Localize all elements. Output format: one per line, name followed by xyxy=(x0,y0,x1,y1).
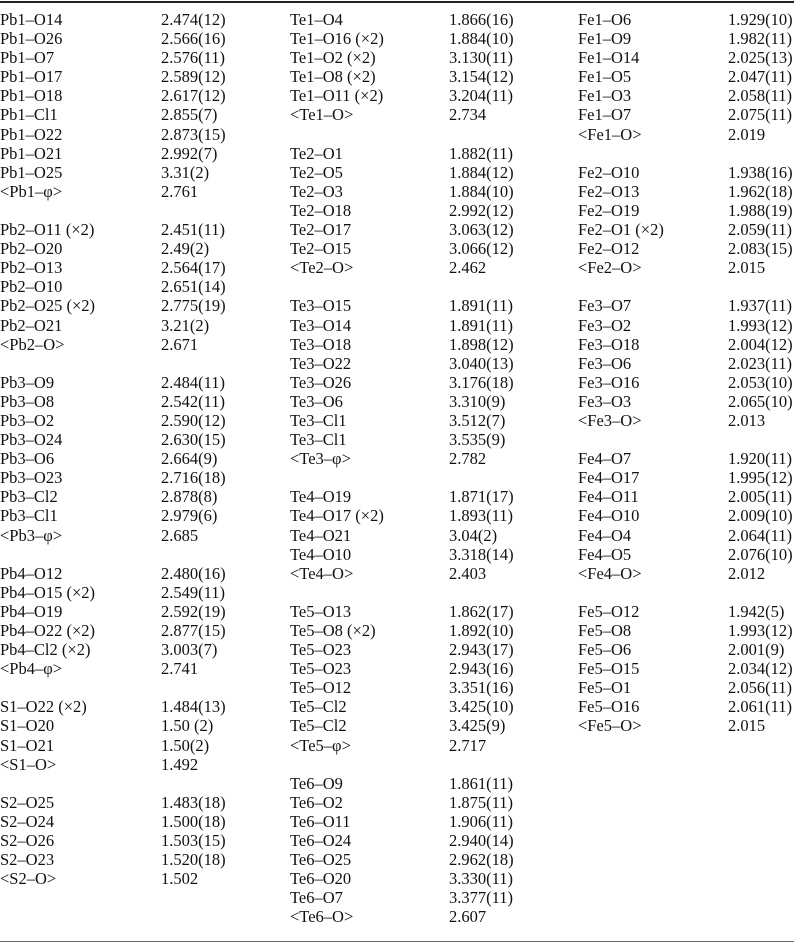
bond-distance: 1.875(11) xyxy=(449,792,514,812)
bond-distance: 3.310(9) xyxy=(449,391,506,411)
bond-distance: 2.542(11) xyxy=(161,391,226,411)
bond-label: Te2–O15 xyxy=(290,239,352,259)
bond-distance: 2.943(16) xyxy=(449,659,514,679)
bond-label: <S2–O> xyxy=(0,869,57,889)
bond-distance: 1.920(11) xyxy=(728,449,793,469)
bond-label: Fe1–O3 xyxy=(578,86,632,106)
bond-distance: 2.741 xyxy=(161,659,199,679)
bond-distance: 1.50 (2) xyxy=(161,716,214,736)
bond-distance: 3.535(9) xyxy=(449,430,506,450)
bond-label: Fe1–O6 xyxy=(578,10,632,29)
bond-distance: 1.884(10) xyxy=(449,181,514,201)
bond-label: Pb1–O25 xyxy=(0,162,63,182)
bond-distance: 2.589(12) xyxy=(161,67,226,87)
bond-distance: 2.047(11) xyxy=(728,67,793,87)
bond-distance: 2.053(10) xyxy=(728,372,793,392)
bond-label: Pb3–O24 xyxy=(0,430,63,450)
bond-distance: 2.065(10) xyxy=(728,391,793,411)
bond-distance: 2.059(11) xyxy=(728,220,793,240)
bond-label: <Pb2–O> xyxy=(0,334,65,354)
bond-label: Pb3–O9 xyxy=(0,372,55,392)
bond-distance: 1.503(15) xyxy=(161,831,226,851)
bond-label: Te6–O24 xyxy=(290,831,352,851)
bond-label: Te5–O23 xyxy=(290,640,352,660)
bond-distance: 2.576(11) xyxy=(161,48,226,68)
bond-distance: 2.940(14) xyxy=(449,831,514,851)
bond-distance: 3.425(9) xyxy=(449,716,506,736)
bond-distance: 2.012 xyxy=(728,563,766,583)
bond-distance: 3.204(11) xyxy=(449,86,514,106)
bond-label: Te1–O4 xyxy=(290,10,343,29)
bond-label: Pb2–O25 (×2) xyxy=(0,296,96,316)
bond-label: S2–O26 xyxy=(0,831,55,851)
bond-distance: 2.083(15) xyxy=(728,239,793,259)
bond-label: <Te2–O> xyxy=(290,258,354,278)
bond-distance: 2.979(6) xyxy=(161,506,218,526)
bond-label: Te5–O23 xyxy=(290,659,352,679)
bond-label: Fe1–O7 xyxy=(578,105,632,125)
bond-label: <Pb3–φ> xyxy=(0,525,63,545)
bond-distance: 1.938(16) xyxy=(728,162,793,182)
bond-label: <Te6–O> xyxy=(290,907,354,927)
bond-distance: 1.50(2) xyxy=(161,735,210,755)
bond-label: S1–O21 xyxy=(0,735,55,755)
bond-label: Te2–O3 xyxy=(290,181,343,201)
bond-distance: 2.056(11) xyxy=(728,678,793,698)
bond-distance: 3.351(16) xyxy=(449,678,514,698)
bond-distance: 3.377(11) xyxy=(449,888,514,908)
bond-distance: 2.630(15) xyxy=(161,430,226,450)
bond-label: Fe1–O14 xyxy=(578,48,640,68)
bond-label: <Fe2–O> xyxy=(578,258,642,278)
bond-label: Te3–O18 xyxy=(290,334,352,354)
bond-distance: 2.034(12) xyxy=(728,659,793,679)
bond-distance: 2.025(13) xyxy=(728,48,793,68)
bond-label: Fe3–O3 xyxy=(578,391,632,411)
table-bottom-rule xyxy=(0,941,794,942)
bond-label: Fe2–O12 xyxy=(578,239,640,259)
bond-label: Fe2–O10 xyxy=(578,162,640,182)
bond-distance: 2.451(11) xyxy=(161,220,226,240)
bond-distance: 1.884(10) xyxy=(449,29,514,49)
bond-label: Pb1–O18 xyxy=(0,86,63,106)
bond-label: <Fe4–O> xyxy=(578,563,642,583)
bond-distance: 2.004(12) xyxy=(728,334,793,354)
bond-distance: 2.717 xyxy=(449,735,487,755)
bond-distance: 1.929(10) xyxy=(728,10,793,29)
bond-label: Fe5–O8 xyxy=(578,621,632,640)
bond-label: Fe3–O18 xyxy=(578,334,640,354)
bond-distance: 1.483(18) xyxy=(161,792,226,812)
bond-label: Te2–O1 xyxy=(290,143,343,163)
bond-label: Fe1–O5 xyxy=(578,67,632,87)
bond-distance: 2.075(11) xyxy=(728,105,793,125)
bond-label: Te1–O8 (×2) xyxy=(290,67,376,87)
bond-distance: 2.992(12) xyxy=(449,200,514,220)
bond-label: <Te4–O> xyxy=(290,563,354,583)
bond-label: Te4–O10 xyxy=(290,544,352,564)
bond-label: <Pb1–φ> xyxy=(0,181,63,201)
bond-label: Te2–O17 xyxy=(290,220,352,240)
bond-distance: 1.962(18) xyxy=(728,181,793,201)
bond-distance: 3.425(10) xyxy=(449,697,514,717)
bond-label: Pb3–O6 xyxy=(0,449,55,469)
bond-distance: 2.474(12) xyxy=(161,10,226,29)
bond-label: Fe4–O7 xyxy=(578,449,632,469)
bond-distance: 2.685 xyxy=(161,525,199,545)
bond-distance: 2.943(17) xyxy=(449,640,514,660)
bond-label: Pb2–O21 xyxy=(0,315,63,335)
bond-label: Pb4–Cl2 (×2) xyxy=(0,640,91,660)
bond-distance: 1.982(11) xyxy=(728,29,793,49)
bond-distance: 3.21(2) xyxy=(161,315,210,335)
bond-label: Te6–O2 xyxy=(290,792,343,812)
bond-distance: 1.862(17) xyxy=(449,601,514,621)
bond-label: Te5–Cl2 xyxy=(290,716,347,736)
bond-distance: 2.009(10) xyxy=(728,506,793,526)
bond-distance: 2.878(8) xyxy=(161,487,218,507)
bond-distance: 1.861(11) xyxy=(449,773,514,793)
bond-label: Te5–O8 (×2) xyxy=(290,621,376,640)
bond-distance: 2.651(14) xyxy=(161,277,226,297)
bond-label: Te2–O18 xyxy=(290,200,352,220)
bond-label: Pb3–O2 xyxy=(0,410,55,430)
bond-label: Te3–O26 xyxy=(290,372,352,392)
bond-distance: 1.942(5) xyxy=(728,601,785,621)
bond-label: Fe3–O6 xyxy=(578,353,632,373)
bond-distance: 2.877(15) xyxy=(161,621,226,640)
bond-label: Te3–O15 xyxy=(290,296,352,316)
bond-label: Fe4–O4 xyxy=(578,525,632,545)
bond-label: Fe4–O11 xyxy=(578,487,639,507)
bond-distance: 2.607 xyxy=(449,907,487,927)
bond-distance: 1.492 xyxy=(161,754,199,774)
bond-label: Fe5–O16 xyxy=(578,697,640,717)
bond-label: Fe5–O15 xyxy=(578,659,640,679)
bond-label: Te1–O2 (×2) xyxy=(290,48,376,68)
bond-distance: 1.891(11) xyxy=(449,296,514,316)
bond-label: Te5–Cl2 xyxy=(290,697,347,717)
bond-label: Fe2–O1 (×2) xyxy=(578,220,664,240)
bond-distance: 2.064(11) xyxy=(728,525,793,545)
bond-label: Fe2–O13 xyxy=(578,181,640,201)
bond-label: Pb4–O15 (×2) xyxy=(0,582,96,602)
bond-label: Te6–O7 xyxy=(290,888,343,908)
bond-distance: 1.866(16) xyxy=(449,10,514,29)
bond-distance: 1.484(13) xyxy=(161,697,226,717)
bond-label: Pb3–O8 xyxy=(0,391,55,411)
bond-distance: 2.058(11) xyxy=(728,86,793,106)
bond-label: Fe5–O6 xyxy=(578,640,632,660)
bond-label: Te3–O6 xyxy=(290,391,343,411)
bond-label: Pb1–O7 xyxy=(0,48,55,68)
bond-distance: 1.882(11) xyxy=(449,143,514,163)
bond-distance: 2.671 xyxy=(161,334,199,354)
bond-distance: 3.040(13) xyxy=(449,353,514,373)
bond-distance: 2.873(15) xyxy=(161,124,226,144)
bond-label: Pb4–O12 xyxy=(0,563,63,583)
bond-distance: 2.992(7) xyxy=(161,143,218,163)
bond-distance: 2.734 xyxy=(449,105,487,125)
bond-label: Te5–O13 xyxy=(290,601,352,621)
bond-distance: 2.782 xyxy=(449,449,487,469)
bond-distance: 1.993(12) xyxy=(728,621,793,640)
bond-label: <Fe1–O> xyxy=(578,124,642,144)
bond-label: Te6–O20 xyxy=(290,869,352,889)
bond-distance: 1.891(11) xyxy=(449,315,514,335)
bond-label: Fe4–O10 xyxy=(578,506,640,526)
bond-label: <Fe5–O> xyxy=(578,716,642,736)
bond-distance: 3.512(7) xyxy=(449,410,506,430)
bond-distance: 2.484(11) xyxy=(161,372,226,392)
bond-label: <Te5–φ> xyxy=(290,735,351,755)
bond-label: Fe1–O9 xyxy=(578,29,632,49)
bond-label: S2–O24 xyxy=(0,811,55,831)
bond-distance: 1.898(12) xyxy=(449,334,514,354)
bond-label: Fe3–O7 xyxy=(578,296,632,316)
bond-distance: 2.061(11) xyxy=(728,697,793,717)
bond-distance: 1.893(11) xyxy=(449,506,514,526)
bond-label: Te4–O21 xyxy=(290,525,352,545)
bond-label: S1–O22 (×2) xyxy=(0,697,87,717)
bond-label: Te3–O22 xyxy=(290,353,352,373)
bond-distance: 2.664(9) xyxy=(161,449,218,469)
bond-distance: 2.015 xyxy=(728,716,766,736)
bond-distance: 2.462 xyxy=(449,258,487,278)
bond-distance: 2.015 xyxy=(728,258,766,278)
bond-label: Pb3–O23 xyxy=(0,468,63,488)
bond-distance: 2.716(18) xyxy=(161,468,226,488)
bond-distance: 2.549(11) xyxy=(161,582,226,602)
bond-distance: 1.884(12) xyxy=(449,162,514,182)
bond-distance: 2.564(17) xyxy=(161,258,226,278)
bond-distance: 3.066(12) xyxy=(449,239,514,259)
bond-label: Pb4–O22 (×2) xyxy=(0,621,96,640)
bond-label: Te3–O14 xyxy=(290,315,352,335)
bond-label: Fe4–O5 xyxy=(578,544,632,564)
bond-label: Te3–Cl1 xyxy=(290,430,347,450)
bond-label: Te2–O5 xyxy=(290,162,343,182)
bond-distance: 2.023(11) xyxy=(728,353,793,373)
bond-distance: 3.176(18) xyxy=(449,372,514,392)
bond-distance: 1.937(11) xyxy=(728,296,793,316)
bond-distance: 2.962(18) xyxy=(449,850,514,870)
bond-distance: 2.001(9) xyxy=(728,640,785,660)
bond-label: Fe3–O2 xyxy=(578,315,632,335)
bond-label: Te6–O25 xyxy=(290,850,352,870)
bond-label: Pb2–O11 (×2) xyxy=(0,220,95,240)
bond-label: Te6–O9 xyxy=(290,773,343,793)
bond-distance: 2.480(16) xyxy=(161,563,226,583)
bond-label: <Fe3–O> xyxy=(578,410,642,430)
bond-distance: 2.403 xyxy=(449,563,487,583)
bond-label: Fe2–O19 xyxy=(578,200,640,220)
bond-label: Te4–O19 xyxy=(290,487,352,507)
bond-label: Fe3–O16 xyxy=(578,372,640,392)
bond-label: Pb4–O19 xyxy=(0,601,63,621)
bond-label: Te1–O11 (×2) xyxy=(290,86,384,106)
bond-distance: 1.995(12) xyxy=(728,468,793,488)
bond-distance: 1.892(10) xyxy=(449,621,514,640)
bond-distance: 2.761 xyxy=(161,181,199,201)
bond-label: Pb1–O14 xyxy=(0,10,63,29)
bond-label: Fe5–O12 xyxy=(578,601,640,621)
bond-distance: 2.775(19) xyxy=(161,296,226,316)
bond-label: Pb2–O13 xyxy=(0,258,63,278)
bond-distance: 1.520(18) xyxy=(161,850,226,870)
bond-distance: 2.49(2) xyxy=(161,239,210,259)
bond-distance: 2.590(12) xyxy=(161,410,226,430)
bond-distance: 1.993(12) xyxy=(728,315,793,335)
bond-label: Fe4–O17 xyxy=(578,468,640,488)
bond-distance: 3.04(2) xyxy=(449,525,498,545)
bond-label: S2–O25 xyxy=(0,792,55,812)
bond-label: Pb1–O21 xyxy=(0,143,63,163)
bond-distance: 1.500(18) xyxy=(161,811,226,831)
bond-label: Pb1–O26 xyxy=(0,29,63,49)
bond-distance: 3.003(7) xyxy=(161,640,218,660)
bond-distance: 2.013 xyxy=(728,410,766,430)
bond-distance: 3.31(2) xyxy=(161,162,210,182)
bond-label: S2–O23 xyxy=(0,850,55,870)
bond-label: <Te1–O> xyxy=(290,105,354,125)
bond-label: Pb2–O20 xyxy=(0,239,63,259)
bond-label: Pb1–Cl1 xyxy=(0,105,58,125)
bond-distance: 2.855(7) xyxy=(161,105,218,125)
bond-distance: 1.871(17) xyxy=(449,487,514,507)
bond-label: Te4–O17 (×2) xyxy=(290,506,384,526)
bond-distance: 3.130(11) xyxy=(449,48,514,68)
bond-distance: 3.154(12) xyxy=(449,67,514,87)
bond-label: Pb1–O17 xyxy=(0,67,63,87)
bond-distance: 2.019 xyxy=(728,124,766,144)
bond-label: Fe5–O1 xyxy=(578,678,632,698)
bond-distance: 2.617(12) xyxy=(161,86,226,106)
bond-label: S1–O20 xyxy=(0,716,55,736)
bond-label: Te1–O16 (×2) xyxy=(290,29,384,49)
bond-label: Pb2–O10 xyxy=(0,277,63,297)
bond-label: Pb3–Cl2 xyxy=(0,487,58,507)
bond-distance: 1.988(19) xyxy=(728,200,793,220)
bond-distance: 2.566(16) xyxy=(161,29,226,49)
bond-label: <Te3–φ> xyxy=(290,449,351,469)
bond-distance: 2.076(10) xyxy=(728,544,793,564)
bond-distance: 2.005(11) xyxy=(728,487,793,507)
bond-distance: 3.063(12) xyxy=(449,220,514,240)
bond-distance: 1.906(11) xyxy=(449,811,514,831)
bond-distance: 1.502 xyxy=(161,869,199,889)
bond-label: Te5–O12 xyxy=(290,678,352,698)
bond-label: Pb3–Cl1 xyxy=(0,506,58,526)
bond-label: Te3–Cl1 xyxy=(290,410,347,430)
bond-distance: 3.318(14) xyxy=(449,544,514,564)
bond-label: Te6–O11 xyxy=(290,811,351,831)
table-top-rule xyxy=(0,1,794,3)
bond-label: <S1–O> xyxy=(0,754,57,774)
bond-label: Pb1–O22 xyxy=(0,124,63,144)
bond-label: <Pb4–φ> xyxy=(0,659,63,679)
bond-distance: 3.330(11) xyxy=(449,869,514,889)
bond-distance: 2.592(19) xyxy=(161,601,226,621)
